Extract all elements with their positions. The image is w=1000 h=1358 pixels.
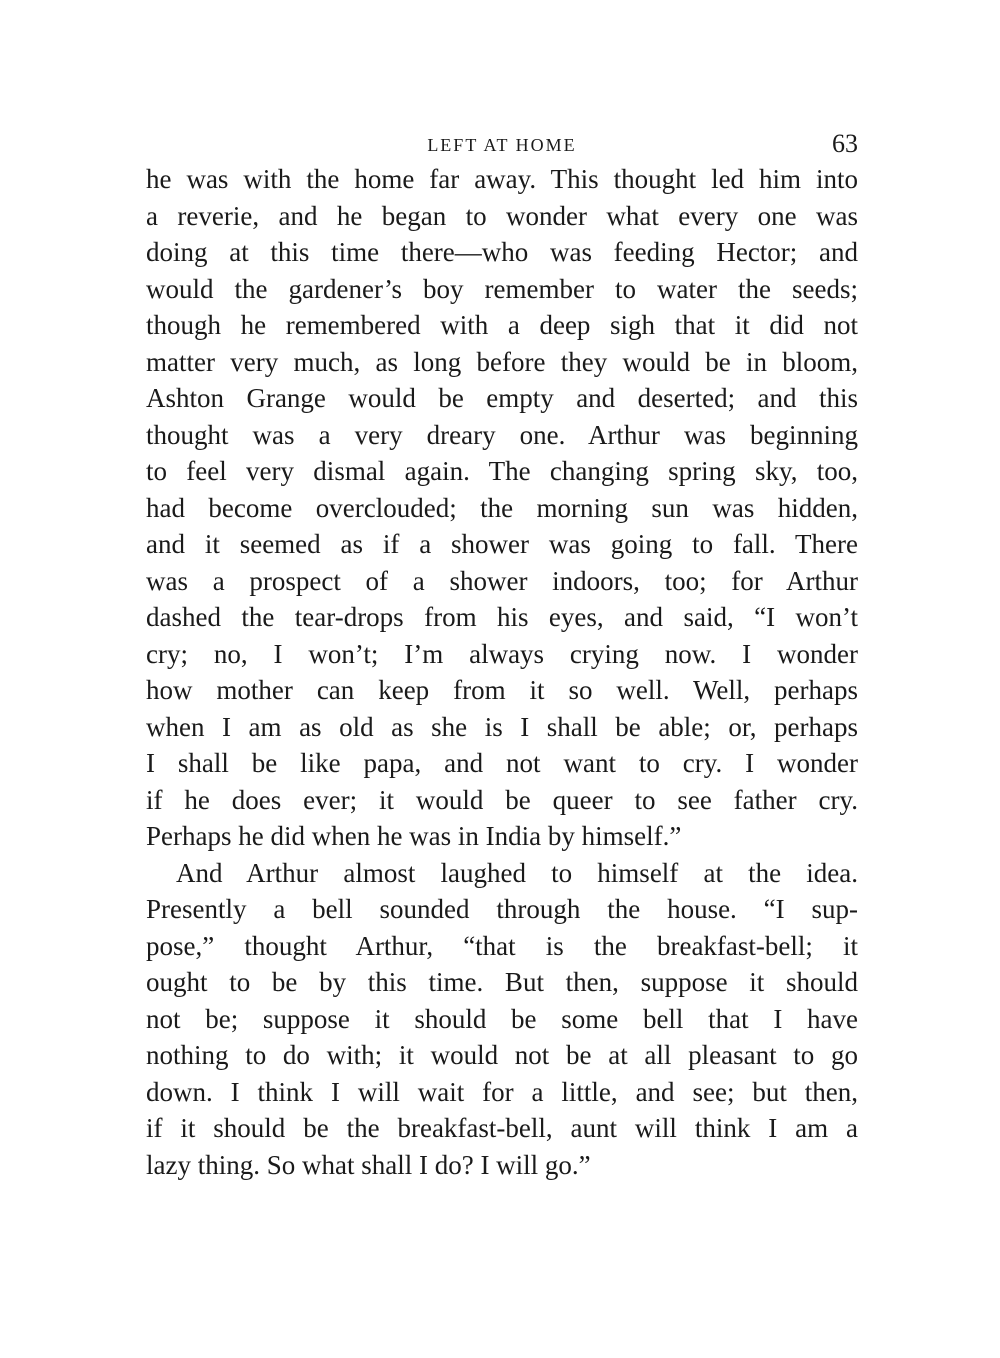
text-line: pose,” thought Arthur, “that is the breakfast-bell; it bbox=[146, 930, 858, 961]
running-title: LEFT AT HOME bbox=[427, 135, 577, 155]
text-line: lazy thing. So what shall I do? I will go.” bbox=[146, 1149, 591, 1180]
text-line: would the gardener’s boy remember to water the seeds; bbox=[146, 273, 858, 304]
text-line: he was with the home far away. This thought led him into bbox=[146, 164, 858, 194]
text-line: Ashton Grange would be empty and deserted; and this bbox=[146, 383, 858, 413]
paragraph-2 bbox=[146, 855, 858, 1184]
text-line: doing at this time there—who was feeding Hector; and bbox=[146, 237, 858, 267]
text-line: to feel very dismal again. The changing spring sky, too, bbox=[146, 456, 858, 486]
text-line: Presently a bell sounded through the house. “I sup- bbox=[146, 894, 858, 924]
running-head bbox=[146, 131, 858, 161]
text-line: ought to be by this time. But then, suppose it should bbox=[146, 967, 858, 997]
text-line: nothing to do with; it would not be at all pleasant to go bbox=[146, 1040, 858, 1070]
text-line: dashed the tear-drops from his eyes, and said, “I won’t bbox=[146, 602, 858, 632]
text-line: though he remembered with a deep sigh that it did not bbox=[146, 310, 858, 340]
text-line: not be; suppose it should be some bell that I have bbox=[146, 1003, 858, 1034]
text-line: And Arthur almost laughed to himself at the idea. bbox=[176, 857, 858, 888]
text-line: I shall be like papa, and not want to cry. I wonder bbox=[146, 748, 858, 778]
text-line: cry; no, I won’t; I’m always crying now. I wonder bbox=[146, 638, 858, 669]
text-line: down. I think I will wait for a little, and see; but then, bbox=[146, 1076, 858, 1107]
text-line: Perhaps he did when he was in India by himself.” bbox=[146, 821, 682, 851]
text-line: if he does ever; it would be queer to see father cry. bbox=[146, 784, 858, 815]
text-line: if it should be the breakfast-bell, aunt will think I am a bbox=[146, 1113, 858, 1143]
text-line: thought was a very dreary one. Arthur was beginning bbox=[146, 419, 858, 450]
text-line: and it seemed as if a shower was going to fall. There bbox=[146, 529, 858, 559]
text-line: a reverie, and he began to wonder what every one was bbox=[146, 200, 858, 231]
paragraph-1 bbox=[146, 161, 858, 855]
page-number: 63 bbox=[832, 129, 858, 158]
text-line: was a prospect of a shower indoors, too; for Arthur bbox=[146, 565, 858, 596]
body-text bbox=[146, 161, 858, 1183]
text-line: had become overclouded; the morning sun was hidden, bbox=[146, 492, 858, 523]
text-line: matter very much, as long before they would be in bloom, bbox=[146, 346, 858, 377]
text-line: how mother can keep from it so well. Well, perhaps bbox=[146, 675, 858, 705]
text-line: when I am as old as she is I shall be able; or, perhaps bbox=[146, 711, 858, 742]
